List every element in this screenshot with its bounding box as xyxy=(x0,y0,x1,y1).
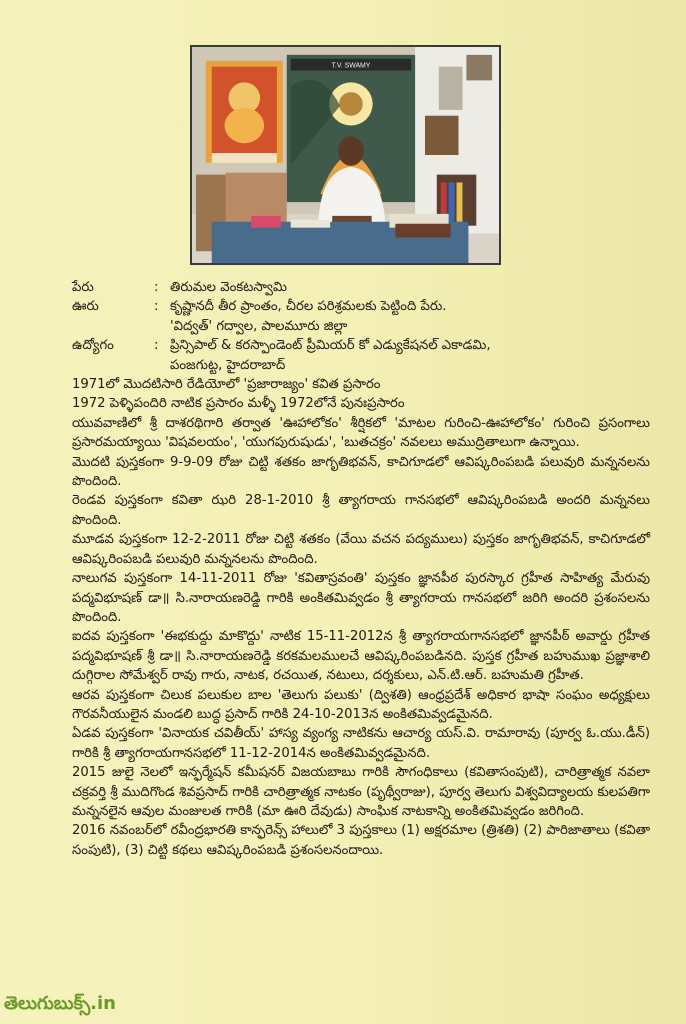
bio-paragraphs xyxy=(72,375,650,860)
place-value-line-1: కృష్ణానదీ తీర ప్రాంతం, చీరల పరిశ్రమలకు పెట్టింది పేరు. xyxy=(170,299,447,315)
paragraph: ఏడవ పుస్తకంగా 'వినాయక చవితీయ్' హాస్య వ్యంగ్య నాటికను ఆచార్య యస్.వి. రామారావు (పూర్వ ఓ.యు.డీన్) గారికి శ్రీ త్యాగరాయగానసభలో 11-12-2014న అంకితమివ్వడమైనది. xyxy=(72,726,650,761)
paragraph: 2015 జులై నెలలో ఇన్ఫర్మేషన్ కమీషనర్ విజయబాబు గారికి సౌగంధికాలు (కవితాసంపుటి), చారిత్రాత్మక నవలా చక్రవర్తి శ్రీ ముదిగొండ శివప్రసాద్ గారికి చారిత్రాత్మక నాటకం (పృథ్వీరాజు), పూర్వ తెలుగు విశ్వవిద్యాలయ కులపతిగా మన్ననలైన ఆవుల మంజులత గారికి (మా ఊరి దేవుడు) సాంఘిక నాటకాన్ని అంకితమివ్వడం జరిగింది. xyxy=(72,765,650,819)
place-row xyxy=(72,297,650,316)
paragraph: 1971లో మొదటిసారి రేడియోలో 'ప్రజారాజ్యం' కవిత ప్రసారం xyxy=(72,377,381,393)
job-value-line-2: పంజగుట్ట, హైదరాబాద్ xyxy=(170,357,286,373)
place-colon: : xyxy=(154,299,159,315)
job-row xyxy=(72,336,650,355)
paragraph: మొదటి పుస్తకంగా 9-9-09 రోజు చిట్టి శతకం జాగృతిభవన్, కాచిగూడలో ఆవిష్కరింపబడి పలువురి మన్ననలను పొందింది. xyxy=(72,454,650,490)
watermark-suffix: .in xyxy=(90,993,116,1014)
watermark-logo xyxy=(4,993,116,1018)
name-value: తిరుమల వెంకటస్వామి xyxy=(170,280,287,295)
author-photo xyxy=(190,45,501,265)
job-row-2 xyxy=(72,356,650,375)
name-label: పేరు xyxy=(72,280,94,295)
bio-text xyxy=(72,278,650,860)
watermark-main: తెలుగుబుక్స్ xyxy=(4,993,91,1014)
place-value-line-2: 'విద్వత్' గద్వాల, పాలమూరు జిల్లా xyxy=(170,318,348,334)
paragraph: 1972 పెళ్ళిపందిరి నాటిక ప్రసారం మళ్ళీ 1972లోనే పునఃప్రసారం xyxy=(72,396,405,412)
job-colon: : xyxy=(154,338,159,354)
job-value-line-1: ప్రిన్సిపాల్ & కరస్పాండెంట్ ప్రీమియర్ కో ఎడ్యుకేషనల్ ఎకాడమి, xyxy=(170,338,491,354)
paragraph: ఆరవ పుస్తకంగా చిలుక పలుకుల బాల 'తెలుగు పలుకు' (ద్విశతి) ఆంధ్రప్రదేశ్ అధికార భాషా సంఘం అధ్యక్షులు గౌరవనీయులైన మండలి బుద్ధ ప్రసాద్ గారికి 24-10-2013న అంకితమివ్వడమైనది. xyxy=(72,687,650,722)
paragraph: రెండవ పుస్తకంగా కవితా ఝరి 28-1-2010 శ్రీ త్యాగరాయ గానసభలో ఆవిష్కరింపబడి అందరి మన్ననలు పొందింది. xyxy=(72,493,650,528)
paragraph: 2016 నవంబర్‌లో రవీంద్రభారతి కాన్ఫరెన్స్ హాలులో 3 పుస్తకాలు (1) అక్షరమాల (త్రిశతి) (2) పారిజాతాలు (కవితా సంపుటి), (3) చిట్టి కథలు ఆవిష్కరింపబడి ప్రశంసలనందాయి. xyxy=(72,823,650,858)
job-label: ఉద్యోగం xyxy=(72,338,114,354)
poster-line-2: T.V. SWAMY xyxy=(331,62,371,70)
name-colon: : xyxy=(154,280,159,295)
paragraph: మూడవ పుస్తకంగా 12-2-2011 రోజు చిట్టి శతకం (వేయి వచన పద్యములు) పుస్తకం జాగృతిభవన్, కాచిగూడలో ఆవిష్కరింపబడి పలువురి మన్ననలను పొందింది. xyxy=(72,532,650,567)
name-row xyxy=(72,278,650,297)
author-photo-image xyxy=(192,47,499,263)
paragraph: ఐదవ పుస్తకంగా 'ఈభకుద్దు మాకొద్దు' నాటిక 15-11-2012న శ్రీ త్యాగరాయగానసభలో జ్ఞానపీఠ్ అవార్డు గ్రహీత పద్మవిభూషణ్ శ్రీ డా॥ సి.నారాయణరెడ్డి కరకమలములచే ఆవిష్కరింపబడినది. పుస్తక గ్రహీత బహుముఖ ప్రజ్ఞాశాలి దుగ్గిరాల సోమేశ్వర్ రావు గారు, నాటక, రచయిత, నటులు, దర్శకులు, ఎన్.టి.ఆర్. బహుమతి గ్రహీత. xyxy=(72,629,650,684)
place-label: ఊరు xyxy=(72,299,99,315)
place-row-2 xyxy=(72,317,650,336)
paragraph: యువవాణిలో శ్రీ దాశరథిగారి తర్వాత 'ఊహాలోకం' శీర్షికలో 'మాటల గురించి-ఊహాలోకం' గురించి ప్రసంగాలు ప్రసారమయ్యాయి 'విషవలయం', 'యుగపురుషుడు', 'బుతచక్రం' నవలలు అముద్రితాలుగా ఉన్నాయి. xyxy=(72,415,650,451)
paragraph: నాలుగవ పుస్తకంగా 14-11-2011 రోజు 'కవితాస్రవంతి' పుస్తకం జ్ఞానపీఠ పురస్కార గ్రహీత సాహిత్య మేరువు పద్మవిభూషణ్ డా॥ సి.నారాయణరెడ్డి గారికి అంకితమివ్వడం శ్రీ త్యాగరాయ గానసభలో జరిగి అందరి ప్రశంసలను పొందింది. xyxy=(72,571,650,625)
